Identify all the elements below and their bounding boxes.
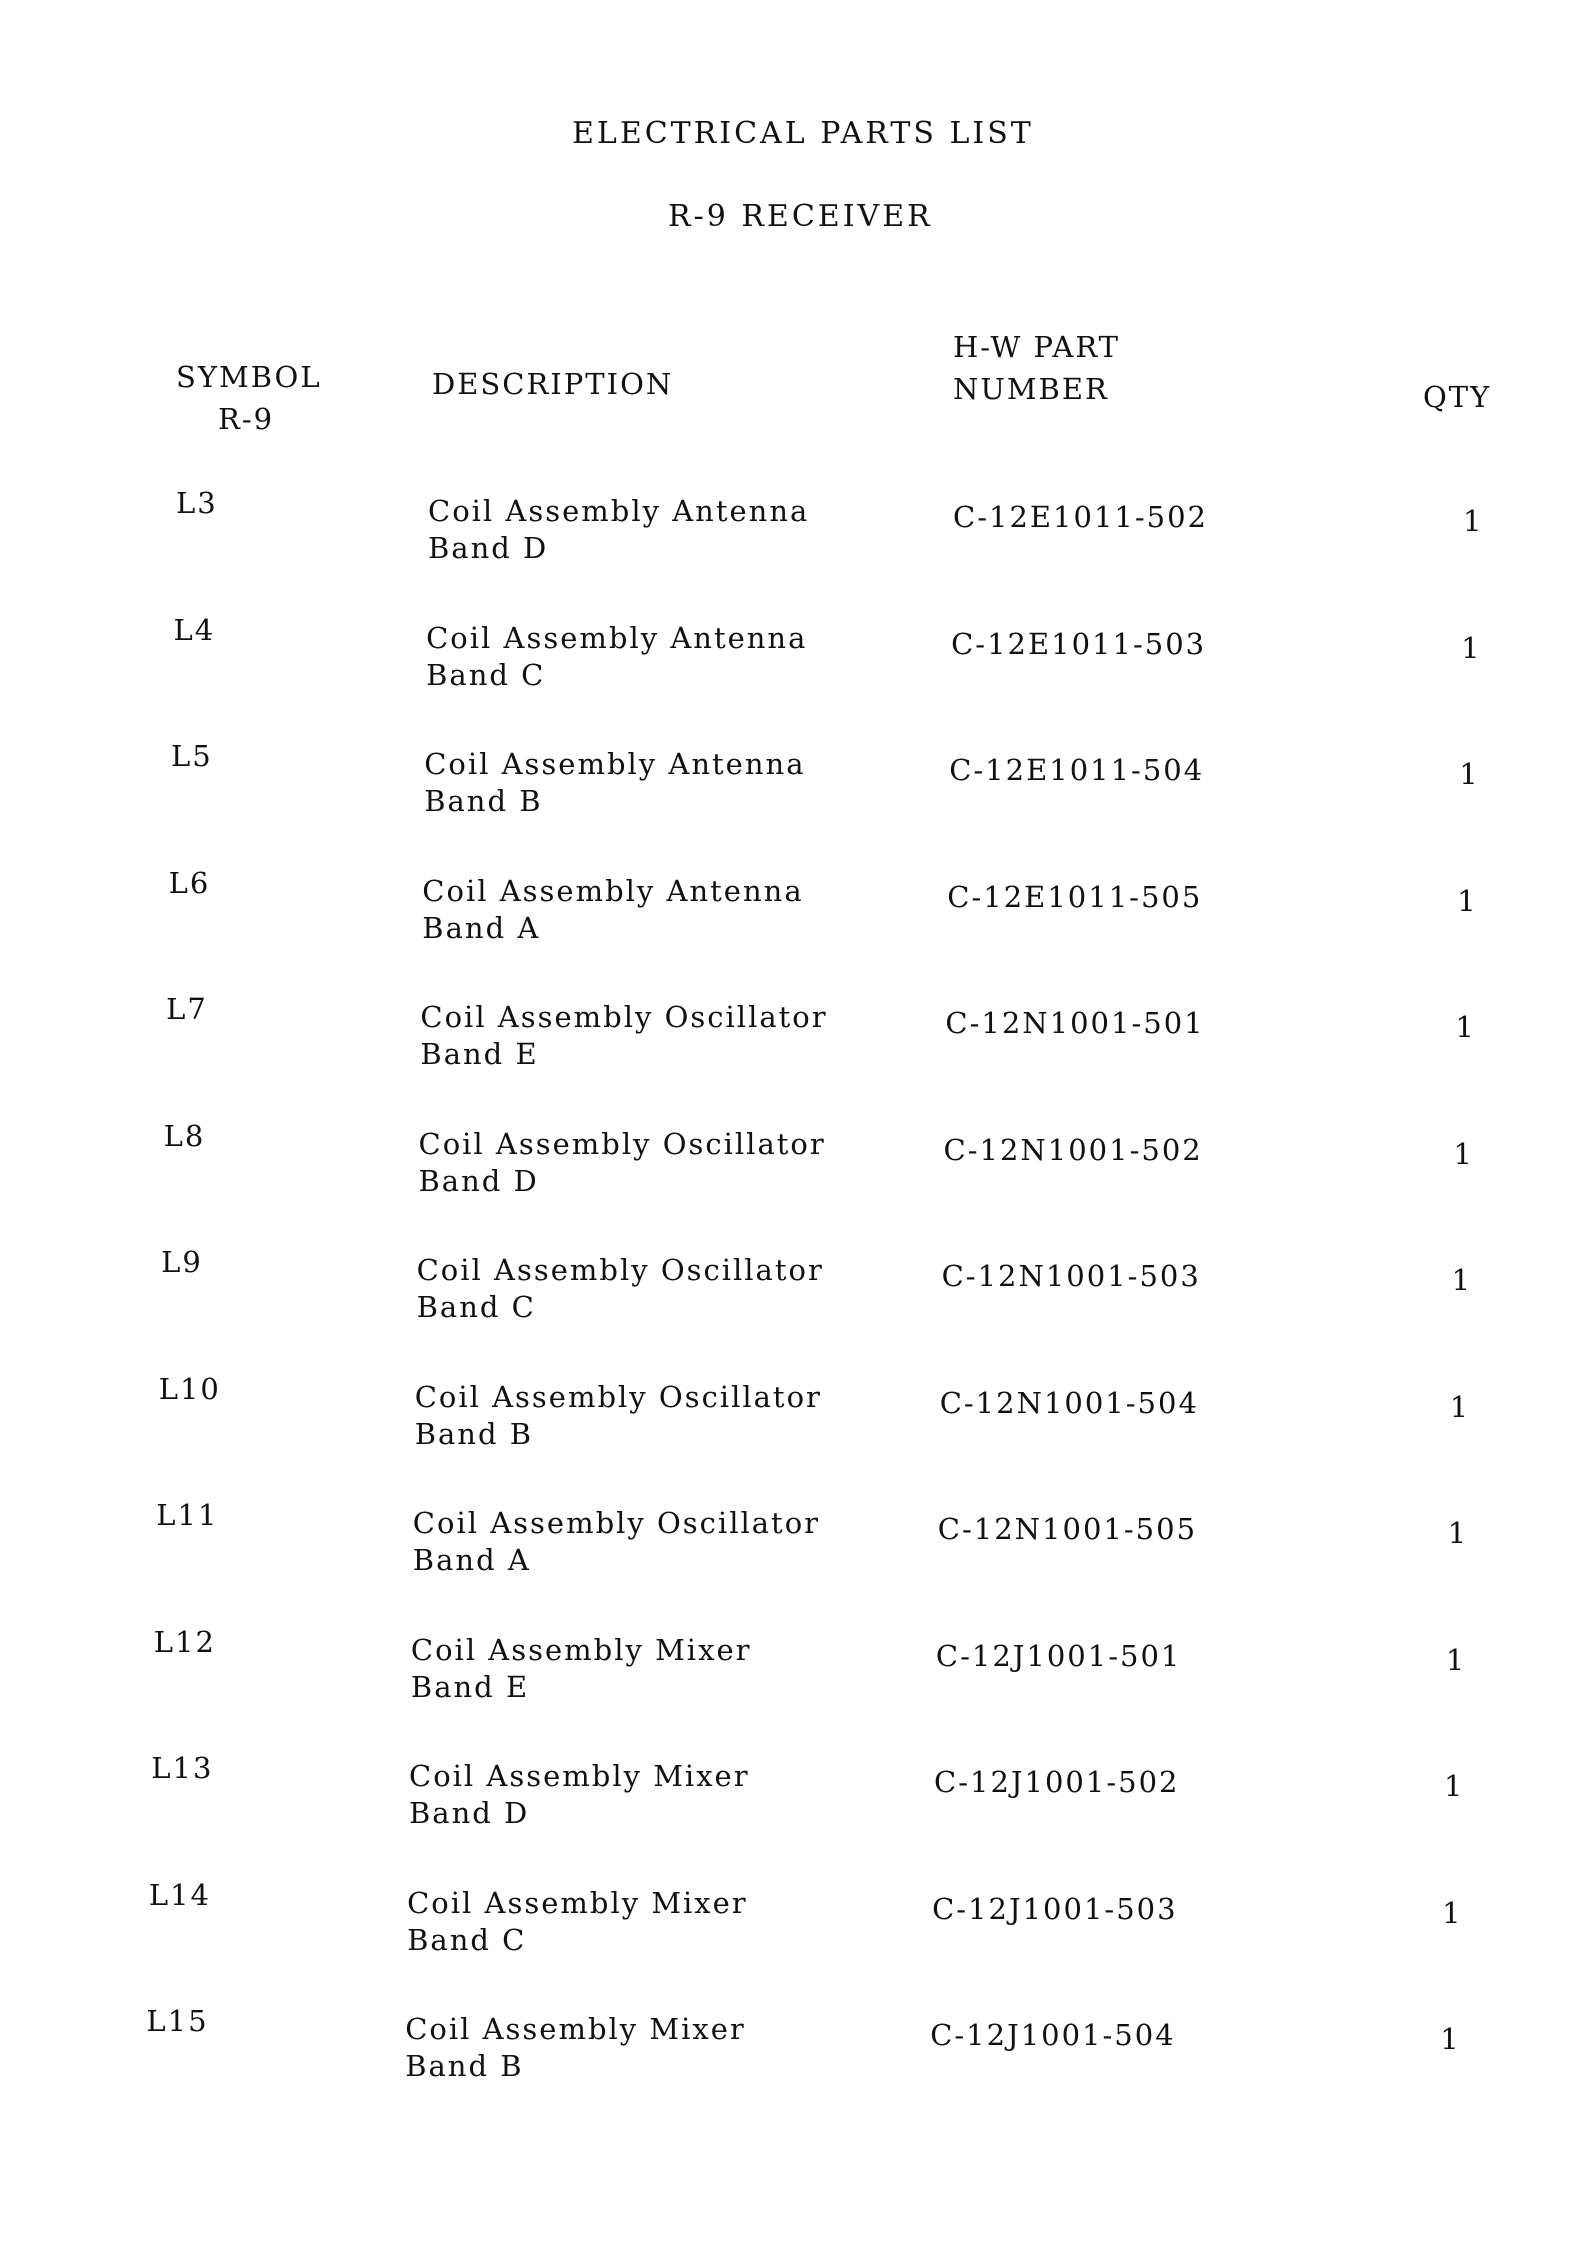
row-qty: 1 xyxy=(1445,1642,1467,1677)
row-description: Coil Assembly Antenna xyxy=(428,494,810,528)
row-qty: 1 xyxy=(1453,1136,1474,1171)
row-symbol: L7 xyxy=(166,992,208,1026)
row-description-line2: Band D xyxy=(418,1163,539,1198)
row-part-number: C-12E1011-505 xyxy=(947,879,1203,914)
header-description: DESCRIPTION xyxy=(432,367,674,401)
row-description-line2: Band A xyxy=(422,910,541,945)
row-description-line2: Band D xyxy=(409,1796,530,1830)
row-symbol: L14 xyxy=(148,1877,211,1912)
row-description-line2: Band B xyxy=(424,784,543,818)
row-part-number: C-12J1001-503 xyxy=(932,1891,1178,1926)
row-qty: 1 xyxy=(1447,1516,1469,1550)
row-symbol: L3 xyxy=(176,486,218,520)
row-description: Coil Assembly Mixer xyxy=(405,2012,746,2046)
row-description: Coil Assembly Oscillator xyxy=(418,1126,826,1161)
row-qty: 1 xyxy=(1442,1895,1463,1930)
row-description-line2: Band B xyxy=(405,2049,524,2083)
row-qty: 1 xyxy=(1461,630,1482,665)
row-part-number: C-12E1011-502 xyxy=(953,500,1209,534)
row-description-line2: Band D xyxy=(428,531,549,565)
row-description-line2: Band C xyxy=(407,1922,527,1957)
header-symbol-sub: R-9 xyxy=(218,402,275,436)
row-qty: 1 xyxy=(1459,757,1480,791)
row-symbol: L8 xyxy=(163,1118,206,1153)
row-description: Coil Assembly Mixer xyxy=(409,1759,750,1793)
row-symbol: L12 xyxy=(153,1624,216,1659)
row-description: Coil Assembly Oscillator xyxy=(412,1506,821,1540)
row-symbol: L13 xyxy=(151,1751,214,1785)
row-description: Coil Assembly Antenna xyxy=(422,873,804,908)
row-symbol: L15 xyxy=(146,2004,209,2038)
page-subtitle: R-9 RECEIVER xyxy=(668,199,933,234)
row-symbol: L9 xyxy=(161,1245,203,1279)
row-part-number: C-12N1001-505 xyxy=(937,1512,1198,1546)
row-description-line2: Band C xyxy=(426,657,546,692)
row-description: Coil Assembly Mixer xyxy=(410,1632,752,1667)
row-description-line2: Band E xyxy=(410,1669,530,1704)
row-description: Coil Assembly Oscillator xyxy=(416,1253,824,1287)
row-qty: 1 xyxy=(1444,1769,1465,1803)
row-qty: 1 xyxy=(1440,2022,1461,2056)
row-part-number: C-12N1001-503 xyxy=(941,1259,1201,1293)
row-symbol: L6 xyxy=(168,865,211,900)
row-part-number: C-12E1011-503 xyxy=(951,626,1207,661)
row-part-number: C-12N1001-501 xyxy=(945,1006,1205,1040)
row-qty: 1 xyxy=(1457,883,1478,918)
header-symbol: SYMBOL xyxy=(176,360,322,394)
header-part-number-line2: NUMBER xyxy=(953,372,1109,406)
row-qty: 1 xyxy=(1449,1389,1471,1424)
row-description-line2: Band B xyxy=(414,1416,534,1451)
row-symbol: L11 xyxy=(156,1498,219,1532)
row-symbol: L5 xyxy=(171,739,213,773)
page-title: ELECTRICAL PARTS LIST xyxy=(572,116,1034,151)
row-part-number: C-12N1001-504 xyxy=(939,1385,1199,1420)
row-description: Coil Assembly Mixer xyxy=(407,1885,748,1920)
row-description: Coil Assembly Antenna xyxy=(426,620,808,655)
row-qty: 1 xyxy=(1455,1010,1476,1044)
row-description: Coil Assembly Antenna xyxy=(424,747,806,781)
row-description-line2: Band E xyxy=(420,1037,539,1071)
row-qty: 1 xyxy=(1463,504,1484,538)
row-description-line2: Band C xyxy=(416,1290,536,1324)
row-part-number: C-12N1001-502 xyxy=(943,1132,1203,1167)
row-description: Coil Assembly Oscillator xyxy=(420,1000,828,1034)
row-description: Coil Assembly Oscillator xyxy=(414,1379,822,1414)
header-part-number-line1: H-W PART xyxy=(953,330,1120,364)
header-qty: QTY xyxy=(1423,380,1492,414)
row-part-number: C-12J1001-501 xyxy=(935,1638,1182,1673)
row-part-number: C-12J1001-504 xyxy=(930,2018,1176,2052)
row-symbol: L4 xyxy=(173,612,216,647)
row-qty: 1 xyxy=(1451,1263,1473,1297)
row-part-number: C-12J1001-502 xyxy=(934,1765,1180,1799)
row-part-number: C-12E1011-504 xyxy=(949,753,1205,787)
row-symbol: L10 xyxy=(158,1371,221,1406)
row-description-line2: Band A xyxy=(412,1543,531,1577)
